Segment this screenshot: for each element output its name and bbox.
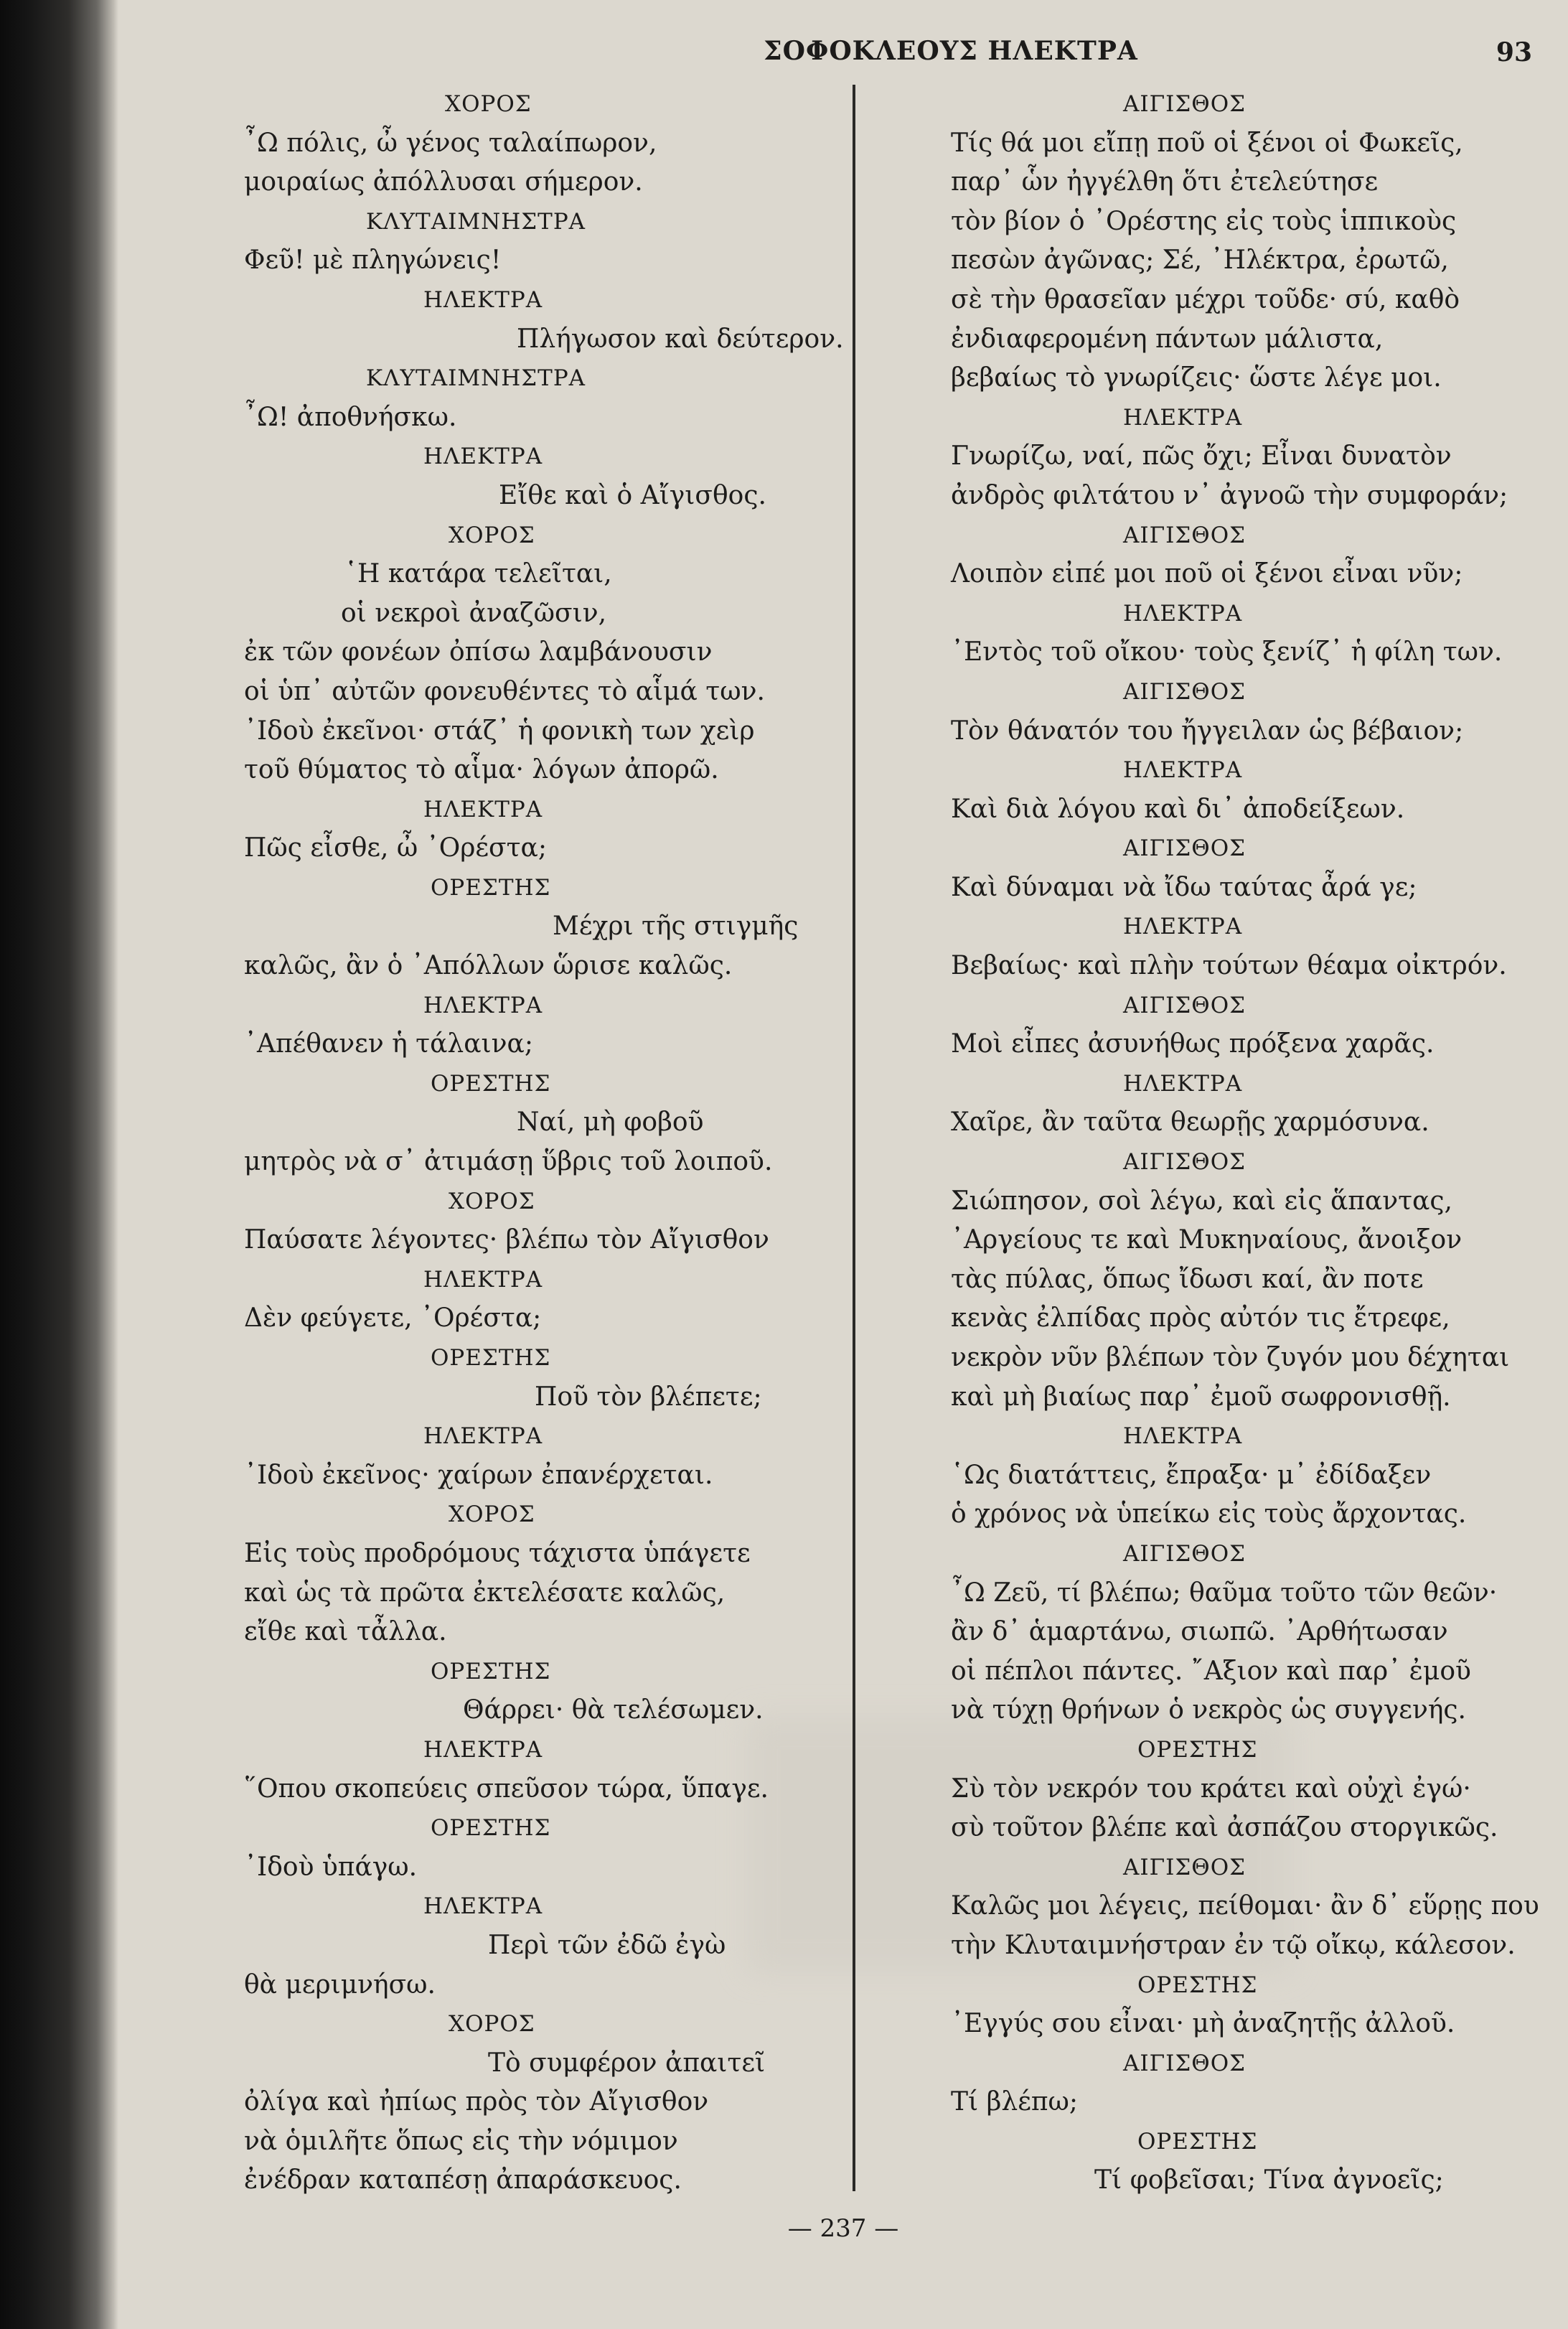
speaker-name: ΗΛΕΚΤΡΑ: [1123, 600, 1243, 627]
verse-line: ᾿Ιδοὺ ἐκεῖνοι· στάζ᾿ ἡ φονικὴ των χεὶρ: [244, 716, 755, 746]
verse-line: Πλήγωσον καὶ δεύτερον.: [517, 324, 844, 354]
verse-line: ἐκ τῶν φονέων ὀπίσω λαμβάνουσιν: [244, 637, 713, 667]
verse-line: Εἰς τοὺς προδρόμους τάχιστα ὑπάγετε: [244, 1538, 751, 1568]
verse-line: σὺ τοῦτον βλέπε καὶ ἀσπάζου στοργικῶς.: [951, 1813, 1498, 1843]
verse-line: μοιραίως ἀπόλλυσαι σήμερον.: [244, 167, 643, 197]
verse-line: τὰς πύλας, ὅπως ἴδωσι καί, ἂν ποτε: [951, 1264, 1424, 1294]
speaker-name: ΑΙΓΙΣΘΟΣ: [1123, 678, 1247, 705]
verse-line: Ποῦ τὸν βλέπετε;: [535, 1382, 762, 1412]
verse-line: Τίς θά μοι εἴπῃ ποῦ οἱ ξένοι οἱ Φωκεῖς,: [951, 128, 1463, 158]
speaker-name: ΑΙΓΙΣΘΟΣ: [1123, 1540, 1247, 1567]
footer-page-number: — 237 —: [787, 2214, 899, 2243]
verse-line: σὲ τὴν θρασεῖαν μέχρι τοῦδε· σύ, καθὸ: [951, 284, 1460, 314]
verse-line: Παύσατε λέγοντες· βλέπω τὸν Αἴγισθον: [244, 1225, 769, 1255]
speaker-name: ΗΛΕΚΤΡΑ: [423, 1736, 543, 1763]
verse-line: ὀλίγα καὶ ἠπίως πρὸς τὸν Αἴγισθον: [244, 2087, 709, 2117]
verse-line: ὁ χρόνος νὰ ὑπείκω εἰς τοὺς ἄρχοντας.: [951, 1499, 1467, 1529]
verse-line: ᾿Απέθανεν ἡ τάλαινα;: [244, 1029, 533, 1059]
verse-line: ῏Ω Ζεῦ, τί βλέπω; θαῦμα τοῦτο τῶν θεῶν·: [951, 1578, 1498, 1608]
running-title: ΣΟΦΟΚΛΕΟΥΣ ΗΛΕΚΤΡΑ: [764, 36, 1138, 66]
verse-line: ἀνδρὸς φιλτάτου ν᾿ ἀγνοῶ τὴν συμφοράν;: [951, 480, 1508, 510]
verse-line: κενὰς ἐλπίδας πρὸς αὐτόν τις ἔτρεφε,: [951, 1303, 1450, 1334]
verse-line: ᾿Εντὸς τοῦ οἴκου· τοὺς ξενίζ᾿ ἡ φίλη των.: [951, 637, 1503, 667]
verse-line: νὰ ὁμιλῆτε ὅπως εἰς τὴν νόμιμον: [244, 2126, 678, 2156]
verse-line: ἐνέδραν καταπέσῃ ἀπαράσκευος.: [244, 2165, 682, 2196]
speaker-name: ΗΛΕΚΤΡΑ: [423, 796, 543, 823]
speaker-name: ΗΛΕΚΤΡΑ: [423, 286, 543, 313]
speaker-name: ΗΛΕΚΤΡΑ: [423, 444, 543, 470]
speaker-name: ΑΙΓΙΣΘΟΣ: [1123, 2050, 1247, 2076]
verse-line: Σὺ τὸν νεκρόν του κράτει καὶ οὐχὶ ἐγώ·: [951, 1773, 1471, 1804]
speaker-name: ΚΛΥΤΑΙΜΝΗΣΤΡΑ: [366, 365, 586, 392]
verse-line: καὶ ὡς τὰ πρῶτα ἐκτελέσατε καλῶς,: [244, 1578, 726, 1608]
speaker-name: ΧΟΡΟΣ: [445, 91, 532, 117]
verse-line: ῾Ως διατάττεις, ἔπραξα· μ᾿ ἐδίδαξεν: [951, 1460, 1432, 1490]
verse-line: ᾿Ιδοὺ ὑπάγω.: [244, 1852, 418, 1882]
speaker-name: ΑΙΓΙΣΘΟΣ: [1123, 1149, 1247, 1176]
verse-line: Πῶς εἶσθε, ὦ ᾿Ορέστα;: [244, 833, 547, 863]
column-divider: [853, 85, 855, 2191]
verse-line: Ναί, μὴ φοβοῦ: [517, 1107, 704, 1138]
verse-line: ᾿Αργείους τε καὶ Μυκηναίους, ἄνοιξον: [951, 1225, 1463, 1255]
speaker-name: ΗΛΕΚΤΡΑ: [1123, 1423, 1243, 1450]
verse-line: θὰ μεριμνήσω.: [244, 1969, 436, 2000]
speaker-name: ΟΡΕΣΤΗΣ: [431, 1070, 551, 1097]
verse-line: Λοιπὸν εἰπέ μοι ποῦ οἱ ξένοι εἶναι νῦν;: [951, 559, 1463, 589]
speaker-name: ΗΛΕΚΤΡΑ: [423, 1266, 543, 1293]
verse-line: ῞Οπου σκοπεύεις σπεῦσον τώρα, ὕπαγε.: [244, 1773, 769, 1804]
verse-line: πεσὼν ἀγῶνας; Σέ, ᾿Ηλέκτρα, ἐρωτῶ,: [951, 245, 1449, 276]
speaker-name: ΧΟΡΟΣ: [449, 522, 535, 548]
verse-line: Καλῶς μοι λέγεις, πείθομαι· ἂν δ᾿ εὕρῃς που: [951, 1891, 1539, 1921]
verse-line: καὶ μὴ βιαίως παρ᾿ ἐμοῦ σωφρονισθῇ.: [951, 1382, 1451, 1412]
verse-line: Θάρρει· θὰ τελέσωμεν.: [463, 1695, 764, 1725]
speaker-name: ΟΡΕΣΤΗΣ: [431, 874, 551, 901]
verse-line: Χαῖρε, ἂν ταῦτα θεωρῇς χαρμόσυνα.: [951, 1107, 1429, 1138]
book-binding-shadow: [0, 0, 118, 2329]
verse-line: ῏Ω πόλις, ὦ γένος ταλαίπωρον,: [244, 128, 657, 158]
verse-line: Περὶ τῶν ἐδῶ ἐγὼ: [488, 1930, 726, 1960]
verse-line: ῏Ω! ἀποθνήσκω.: [244, 402, 457, 432]
verse-line: τὴν Κλυταιμνήστραν ἐν τῷ οἴκῳ, κάλεσον.: [951, 1930, 1516, 1960]
verse-line: ἂν δ᾿ ἁμαρτάνω, σιωπῶ. ᾿Αρθήτωσαν: [951, 1617, 1448, 1647]
verse-line: παρ᾿ ὧν ἠγγέλθη ὅτι ἐτελεύτησε: [951, 167, 1379, 197]
speaker-name: ΟΡΕΣΤΗΣ: [1137, 1736, 1258, 1763]
verse-line: Καὶ δύναμαι νὰ ἴδω ταύτας ἆρά γε;: [951, 872, 1417, 902]
speaker-name: ΟΡΕΣΤΗΣ: [431, 1815, 551, 1842]
verse-line: οἱ νεκροὶ ἀναζῶσιν,: [341, 598, 607, 628]
speaker-name: ΟΡΕΣΤΗΣ: [1137, 1972, 1258, 1998]
verse-line: νεκρὸν νῦν βλέπων τὸν ζυγόν μου δέχηται: [951, 1343, 1510, 1372]
speaker-name: ΑΙΓΙΣΘΟΣ: [1123, 1854, 1247, 1880]
verse-line: Τί φοβεῖσαι; Τίνα ἀγνοεῖς;: [1094, 2165, 1444, 2196]
verse-line: ῾Η κατάρα τελεῖται,: [344, 559, 612, 589]
speaker-name: ΑΙΓΙΣΘΟΣ: [1123, 522, 1247, 548]
verse-line: Τὸ συμφέρον ἀπαιτεῖ: [488, 2048, 766, 2078]
speaker-name: ΗΛΕΚΤΡΑ: [1123, 914, 1243, 940]
left-column: [244, 85, 844, 2201]
verse-line: βεβαίως τὸ γνωρίζεις· ὥστε λέγε μοι.: [951, 363, 1442, 393]
speaker-name: ΟΡΕΣΤΗΣ: [431, 1658, 551, 1684]
verse-line: τοῦ θύματος τὸ αἷμα· λόγων ἀπορῶ.: [244, 755, 719, 785]
speaker-name: ΧΟΡΟΣ: [449, 1501, 535, 1528]
page-header: [118, 36, 1568, 79]
speaker-name: ΧΟΡΟΣ: [449, 1188, 535, 1214]
right-column: [951, 85, 1557, 2201]
verse-line: Φεῦ! μὲ πληγώνεις!: [244, 245, 502, 276]
verse-line: Σιώπησον, σοὶ λέγω, καὶ εἰς ἅπαντας,: [951, 1186, 1452, 1216]
verse-line: Τὸν θάνατόν του ἤγγειλαν ὡς βέβαιον;: [951, 716, 1464, 746]
verse-line: τὸν βίον ὁ ᾿Ορέστης εἰς τοὺς ἱππικοὺς: [951, 206, 1457, 236]
speaker-name: ΟΡΕΣΤΗΣ: [1137, 2128, 1258, 2155]
verse-line: Καὶ διὰ λόγου καὶ δι᾿ ἀποδείξεων.: [951, 794, 1405, 824]
verse-line: Βεβαίως· καὶ πλὴν τούτων θέαμα οἰκτρόν.: [951, 951, 1507, 981]
speaker-name: ΗΛΕΚΤΡΑ: [423, 1893, 543, 1920]
speaker-name: ΑΙΓΙΣΘΟΣ: [1123, 992, 1247, 1018]
speaker-name: ΟΡΕΣΤΗΣ: [431, 1345, 551, 1371]
verse-line: Μοὶ εἶπες ἀσυνήθως πρόξενα χαρᾶς.: [951, 1029, 1435, 1059]
verse-line: μητρὸς νὰ σ᾿ ἀτιμάσῃ ὕβρις τοῦ λοιποῦ.: [244, 1147, 773, 1177]
verse-line: Μέχρι τῆς στιγμῆς: [553, 912, 799, 942]
verse-line: ᾿Ιδοὺ ἐκεῖνος· χαίρων ἐπανέρχεται.: [244, 1460, 713, 1490]
speaker-name: ΗΛΕΚΤΡΑ: [1123, 757, 1243, 784]
speaker-name: ΧΟΡΟΣ: [449, 2011, 535, 2038]
verse-line: καλῶς, ἂν ὁ ᾿Απόλλων ὥρισε καλῶς.: [244, 951, 733, 981]
speaker-name: ΑΙΓΙΣΘΟΣ: [1123, 91, 1247, 117]
verse-line: οἱ πέπλοι πάντες. ῎Αξιον καὶ παρ᾿ ἐμοῦ: [951, 1656, 1471, 1686]
verse-line: ἐνδιαφερομένη πάντων μάλιστα,: [951, 324, 1384, 354]
verse-line: εἴθε καὶ τἆλλα.: [244, 1617, 447, 1647]
speaker-name: ΗΛΕΚΤΡΑ: [423, 992, 543, 1018]
speaker-name: ΚΛΥΤΑΙΜΝΗΣΤΡΑ: [366, 208, 586, 235]
speaker-name: ΑΙΓΙΣΘΟΣ: [1123, 835, 1247, 862]
verse-line: Δὲν φεύγετε, ᾿Ορέστα;: [244, 1303, 542, 1334]
verse-line: ᾿Εγγύς σου εἶναι· μὴ ἀναζητῇς ἀλλοῦ.: [951, 2009, 1455, 2039]
verse-line: Τί βλέπω;: [951, 2087, 1078, 2117]
speaker-name: ΗΛΕΚΤΡΑ: [423, 1423, 543, 1450]
verse-line: οἱ ὑπ᾿ αὐτῶν φονευθέντες τὸ αἷμά των.: [244, 676, 765, 706]
verse-line: Γνωρίζω, ναί, πῶς ὄχι; Εἶναι δυνατὸν: [951, 441, 1452, 472]
verse-line: νὰ τύχῃ θρήνων ὁ νεκρὸς ὡς συγγενής.: [951, 1695, 1466, 1725]
speaker-name: ΗΛΕΚΤΡΑ: [1123, 1070, 1243, 1097]
verse-line: Εἴθε καὶ ὁ Αἴγισθος.: [499, 480, 766, 510]
page-number: 93: [1496, 37, 1532, 67]
speaker-name: ΗΛΕΚΤΡΑ: [1123, 404, 1243, 431]
